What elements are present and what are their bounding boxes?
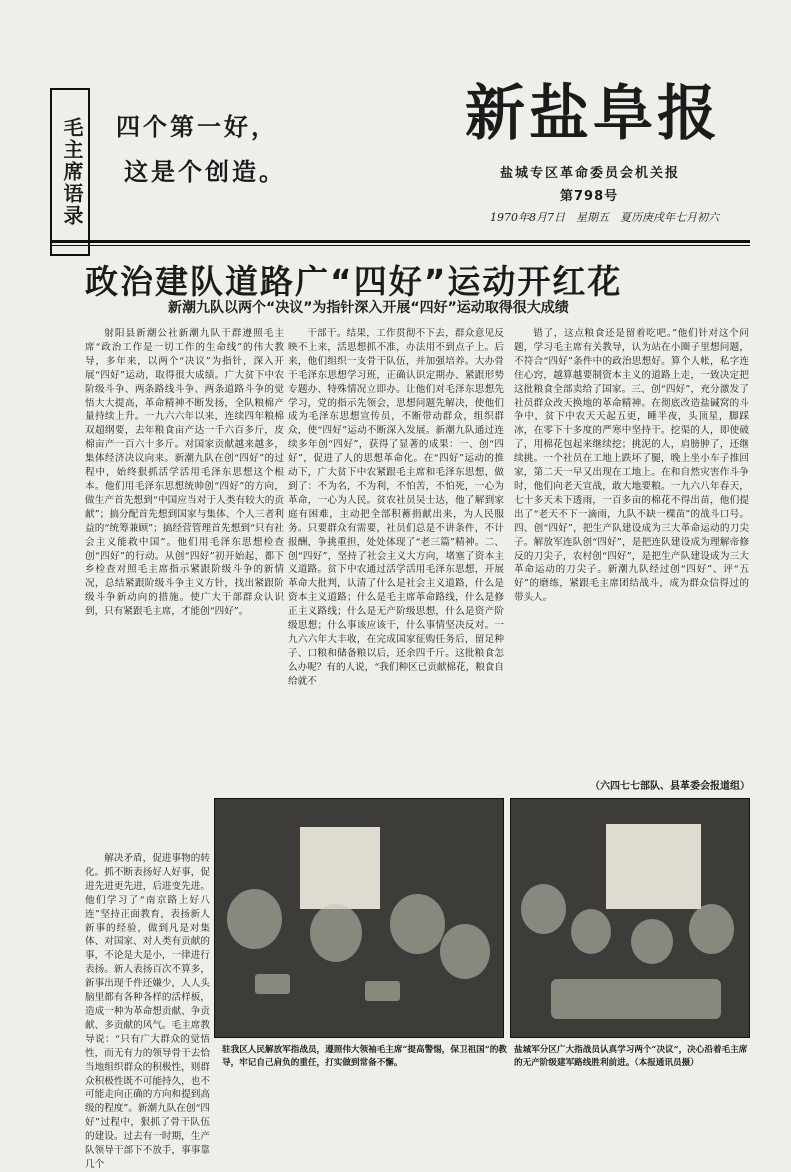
photo-book <box>365 981 400 1001</box>
photo-figure <box>689 904 734 954</box>
article-column-1-continued: 解决矛盾，促进事物的转化。抓不断表扬好人好事，促进先进更先进，后进变先进。他们学习了“南京路上好八连”坚持正面教育，表扬新人新事的经验，做到凡是对集体、对国家、对人类有贡献的事，不论是大是小，一律进行表扬。新人表扬百次不算多，新事出现千件还嫌少，人人头脑里都有各种各样的活样板，造成一种为革命想贡献、争贡献、多贡献的风气。毛主席教导说：“只有广大群众的觉悟性，而无有力的领导骨干去恰当地组织群众的积极性，则群众积极性既不可能持久，也不可能走向正确的方向和提到高级的程度”。新潮九队在创“四好”过程中，狠抓了骨干队伍的建设。过去有一时期，生产队领导干部下不放手，事事靠几个 <box>85 853 210 1170</box>
article-credit: （六四七七部队、县革委会报道组） <box>590 781 750 792</box>
article-column-3: 错了，这点粮食还是留着吃吧。”他们针对这个问题，学习毛主席有关教导，认为站在小圈子里想问题，不符合“四好”条件中的政治思想好。算个人帐，私字连住心窍，越算越要制资本主义的道路上走，一致决定把这批粮食全部卖给了国家。三、创“四好”，充分激发了社员群众改天换地的革命精神。在彻底改造盐碱窝的斗争中，贫下中农天天起五更，睡半夜，头顶星，脚踩冰，在零下十多度的严寒中坚持干。挖渠的人，即使破了，用棉花包起来继续挖；挑泥的人，肩膀肿了，还继续挑。一个社员在工地上跌坏了腿，晚上坐小车子推回家，第二天一早又出现在工地上。在和自然灾害作斗争时，他们向老天宣战，敢大地要粮。一九六八年春天，七十多天未下透雨，一百多亩的棉花不得出苗，他们提出了“老天不下一滴雨，九队不缺一棵苗”的战斗口号。四、创“四好”，把生产队建设成为三大革命运动的刀尖子。解放军连队创“四好”，是把连队建设成为理解帝修反的刀尖子，农村创“四好”，是把生产队建设成为三大革命运动的刀尖子。新潮九队经过创“四好”、评“五好”的磨练，紧跟毛主席团结战斗，成为群众信得过的带头人。 <box>514 328 749 604</box>
photo-soldiers-meeting <box>510 798 750 1038</box>
quotation-line-2: 这是个创造。 <box>124 158 286 186</box>
photo-figure <box>631 919 673 964</box>
masthead-rule <box>50 240 750 243</box>
photo-wall-sign <box>300 827 380 909</box>
photo-soldiers-studying <box>214 798 504 1038</box>
photo-wall-sign <box>606 824 701 909</box>
photo-figure <box>440 924 490 979</box>
article-subhead: 新潮九队以两个“决议”为指针深入开展“四好”运动取得很大成绩 <box>168 300 569 316</box>
photo-book <box>255 974 290 994</box>
article-column-2: 干部干。结果，工作贯彻不下去，群众意见反映不上来，活思想抓不准，办法用不到点子上。后来，他们组织一支骨干队伍，并加强培养。大办骨干毛泽东思想学习班，正确认识定期办、紧跟形势专题办、特殊情况立即办。让他们对毛泽东思想先学习，党的指示先领会，思想问题先解决，使他们成为毛泽东思想宣传员，不断带动群众，组织群众，使“四好”运动不断深入发展。新潮九队通过连续多年创“四好”，获得了显著的成果：一、创“四好”，促进了人的思想革命化。在“四好”运动的推动下，广大贫下中农紧跟毛主席和毛泽东思想，做到了：不为名，不为利，不怕苦，不怕死，一心为革命，一心为人民。贫农社员吴士达，他了解到家庭有困难，主动把全部积蓄捐献出来，为人民服务。只要群众有需要，社员们总是不讲条件，不计报酬，争挑重担，处处体现了“老三篇”精神。二、创“四好”，坚持了社会主义大方向，堵塞了资本主义道路。贫下中农通过活学活用毛泽东思想，开展革命大批判，认清了什么是社会主义道路，什么是资本主义道路；什么是毛主席革命路线，什么是修正主义路线；什么是无产阶级思想，什么是资产阶级思想；什么事该应该干，什么事情坚决反对。一九六六年大丰收，在完成国家征购任务后，留足种子、口粮和储备粮以后，还余四千斤。这批粮食怎么办呢？有的人说，“我们种区已贡献棉花，粮食自给就不 <box>288 328 504 687</box>
photo-figure <box>310 904 362 962</box>
quotation-label: 毛主席语录 <box>60 117 84 227</box>
newspaper-title: 新盐阜报 <box>465 79 721 149</box>
mao-quotation <box>116 105 416 195</box>
photo-caption-1: 驻我区人民解放军指战员，遵照伟大领袖毛主席“提高警惕，保卫祖国”的教导，牢记自己肩负的重任，打实做到常备不懈。 <box>222 1045 507 1068</box>
publisher-line: 盐城专区革命委员会机关报 <box>500 166 681 181</box>
photo-figure <box>571 909 611 954</box>
quotation-label-box <box>50 88 90 256</box>
photo-figure <box>521 884 566 934</box>
photo-caption-2: 盐城军分区广大指战员认真学习两个“决议”，决心沿着毛主席的无产阶级建军路线胜利前进。（本报通讯员摄） <box>514 1045 748 1068</box>
article-headline: 政治建队道路广“四好”运动开红花 <box>85 262 623 301</box>
photo-figure <box>390 894 445 954</box>
photo-figure <box>227 889 282 949</box>
article-column-1: 射阳县新潮公社新潮九队干群遵照毛主席“政治工作是一切工作的生命线”的伟大教导，多年来，以两个“决议”为指针，深入开展“四好”运动，取得很大成绩。广大贫下中农阶级斗争、两条路线斗争、两条道路斗争的觉悟大大提高，革命精神不断发扬，全队粮棉产量持续上升。一九六六年以来，连续四年粮棉双超纲要，去年粮食亩产达一千六百多斤，皮棉亩产一百六十多斤。对国家贡献越来越多，集体经济决议向来。新潮九队在创“四好”的过程中，始终狠抓活学活用毛泽东思想这个根本。他们用毛泽东思想统帅创“四好”的方向，做生产首先想到“中国应当对于人类有较大的贡献”；搞分配首先想到国家与集体、个人三者利益的“统筹兼顾”；搞经营管理首先想到“只有社会主义能救中国”。他们用毛泽东思想检查创“四好”的行动。从创“四好”初开始起，都下乡检查对照毛主席指示紧跟阶级斗争的新情况，总结紧跟阶级斗争主义方针，找出紧跟阶级斗争新动向的措施。使广大干部群众认识到，只有紧跟毛主席，才能创“四好”。 <box>85 328 284 618</box>
issue-number: 第798号 <box>560 189 619 204</box>
masthead <box>50 50 750 235</box>
issue-date: 1970年8月7日 星期五 夏历庚戌年七月初六 <box>490 211 719 224</box>
masthead-rule-thin <box>50 245 750 246</box>
photo-table <box>551 979 721 1019</box>
quotation-line-1: 四个第一好， <box>116 113 278 141</box>
